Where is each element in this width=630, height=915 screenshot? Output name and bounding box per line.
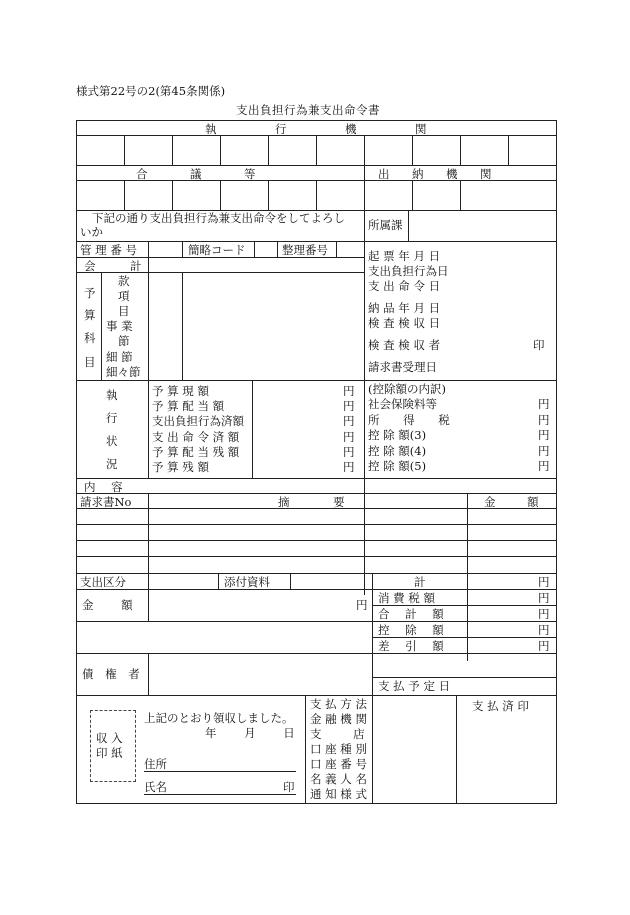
disb-char-1: 出 <box>378 167 390 181</box>
revenue-stamp-line2: 印 紙 <box>96 746 123 760</box>
exec-char-3: 機 <box>345 122 357 136</box>
invoice-no-header: 請求書No <box>80 495 132 509</box>
exec-row-budget-current: 予 算 現 額 <box>152 384 209 398</box>
council-char-1: 合 <box>136 167 148 181</box>
deduction-yen-1: 円 <box>538 397 550 411</box>
net-amount-yen: 円 <box>538 639 550 653</box>
method-account-number: 口 座 番 号 <box>310 757 367 771</box>
budget-side-1: 予 <box>84 286 96 300</box>
consumption-tax-yen: 円 <box>538 591 550 605</box>
net-amount-label: 差 引 額 <box>378 639 450 653</box>
exec-row-commitment-done: 支出負担行為済額 <box>152 414 244 428</box>
creditor-label: 債 権 者 <box>82 667 144 681</box>
account-char-1: 会 <box>84 259 96 273</box>
budget-item-moku: 目 <box>118 304 130 318</box>
request-text-line2: いか <box>80 225 103 239</box>
exec-row-allocated-remaining: 予 算 配 当 残 額 <box>152 445 240 459</box>
management-number-label: 管 理 番 号 <box>80 243 137 257</box>
exec-yen-2: 円 <box>343 399 355 413</box>
date-drafted: 起 票 年 月 日 <box>368 249 441 263</box>
date-delivery: 納 品 年 月 日 <box>368 301 441 315</box>
amount-column-header: 金 額 <box>484 495 553 509</box>
exec-status-1: 執 <box>106 388 118 402</box>
payment-category-label: 支出区分 <box>80 575 126 589</box>
deduction-4: 控 除 額(4) <box>368 444 427 458</box>
deduction-heading: (控除額の内訳) <box>368 382 446 396</box>
exec-char-2: 行 <box>275 122 287 136</box>
exec-status-2: 行 <box>106 411 118 425</box>
deduction-yen-2: 円 <box>538 413 550 427</box>
paid-stamp-label: 支 払 済 印 <box>472 699 529 713</box>
contents-label: 内 容 <box>84 480 129 494</box>
method-notice-format: 通 知 様 式 <box>310 787 367 801</box>
scheduled-date-label: 支 払 予 定 日 <box>378 679 451 693</box>
receipt-date: 年 月 日 <box>205 726 295 740</box>
budget-side-3: 科 <box>84 331 96 345</box>
received-text: 上記のとおり領収しました。 <box>144 711 294 725</box>
method-branch: 支 店 <box>310 727 379 741</box>
budget-item-saisaisetsu: 細々節 <box>106 365 141 379</box>
exec-status-4: 況 <box>106 457 118 471</box>
revenue-stamp-line1: 収 入 <box>96 731 123 745</box>
attachments-label: 添付資料 <box>224 575 270 589</box>
amount-label: 金 額 <box>82 598 145 612</box>
method-payment: 支 払 方 法 <box>310 697 367 711</box>
exec-row-budget-allocated: 予 算 配 当 額 <box>152 399 225 413</box>
disb-char-3: 機 <box>446 167 458 181</box>
method-account-type: 口 座 種 別 <box>310 742 367 756</box>
exec-yen-1: 円 <box>343 384 355 398</box>
exec-row-order-done: 支 出 命 令 済 額 <box>152 430 240 444</box>
budget-side-2: 算 <box>84 308 96 322</box>
date-order: 支 出 命 令 日 <box>368 279 441 293</box>
total-label: 計 <box>414 575 426 589</box>
deduction-income-tax: 所 得 税 <box>368 413 460 427</box>
receipt-seal-mark: 印 <box>283 780 295 794</box>
exec-char-1: 執 <box>205 122 217 136</box>
budget-item-saisetsu: 細 節 <box>106 350 133 364</box>
receipt-name-label: 氏名 <box>144 780 167 794</box>
deduction-yen-5: 円 <box>538 459 550 473</box>
exec-yen-3: 円 <box>343 414 355 428</box>
summary-header: 摘 要 <box>278 495 365 509</box>
department-label: 所属課 <box>368 218 403 232</box>
amount-yen: 円 <box>356 598 368 612</box>
council-char-2: 議 <box>190 167 202 181</box>
total-yen: 円 <box>538 575 550 589</box>
inspector-seal-mark: 印 <box>533 338 545 352</box>
consumption-tax-label: 消 費 税 額 <box>378 591 435 605</box>
budget-side-4: 目 <box>84 355 96 369</box>
deduction-3: 控 除 額(3) <box>368 428 427 442</box>
council-char-3: 等 <box>244 167 256 181</box>
budget-item-kou: 項 <box>118 289 130 303</box>
exec-yen-5: 円 <box>343 445 355 459</box>
deduction-social-insurance: 社会保険料等 <box>368 397 437 411</box>
deduction-total-label: 控 除 額 <box>378 623 450 637</box>
method-holder-name: 名 義 人 名 <box>310 772 367 786</box>
disb-char-2: 納 <box>412 167 424 181</box>
date-commitment: 支出負担行為日 <box>368 264 449 278</box>
deduction-yen-3: 円 <box>538 428 550 442</box>
account-char-2: 計 <box>130 259 142 273</box>
exec-status-3: 状 <box>106 434 118 448</box>
inspector: 検 査 検 収 者 <box>368 338 441 352</box>
deduction-total-yen: 円 <box>538 623 550 637</box>
form-number: 様式第22号の2(第45条関係) <box>76 84 226 98</box>
exec-row-budget-remaining: 予 算 残 額 <box>152 460 209 474</box>
date-inspection: 検 査 検 収 日 <box>368 316 441 330</box>
ref-number-label: 整理番号 <box>282 243 328 257</box>
deduction-yen-4: 円 <box>538 444 550 458</box>
budget-item-jigyo: 事 業 <box>106 319 133 333</box>
budget-item-kan: 款 <box>118 274 130 288</box>
deduction-5: 控 除 額(5) <box>368 459 427 473</box>
receipt-address-label: 住所 <box>144 757 167 771</box>
request-text-line1: 下記の通り支出負担行為兼支出命令をしてよろし <box>92 211 345 225</box>
exec-yen-6: 円 <box>343 460 355 474</box>
exec-yen-4: 円 <box>343 430 355 444</box>
form-title: 支出負担行為兼支出命令書 <box>236 103 380 117</box>
budget-item-setsu: 節 <box>118 334 130 348</box>
method-bank: 金 融 機 関 <box>310 712 367 726</box>
date-invoice-received: 請求書受理日 <box>368 360 437 374</box>
sum-label: 合 計 額 <box>378 607 450 621</box>
exec-char-4: 関 <box>415 122 427 136</box>
abbrev-code-label: 簡略コード <box>188 243 246 257</box>
disb-char-4: 関 <box>480 167 492 181</box>
sum-yen: 円 <box>538 607 550 621</box>
